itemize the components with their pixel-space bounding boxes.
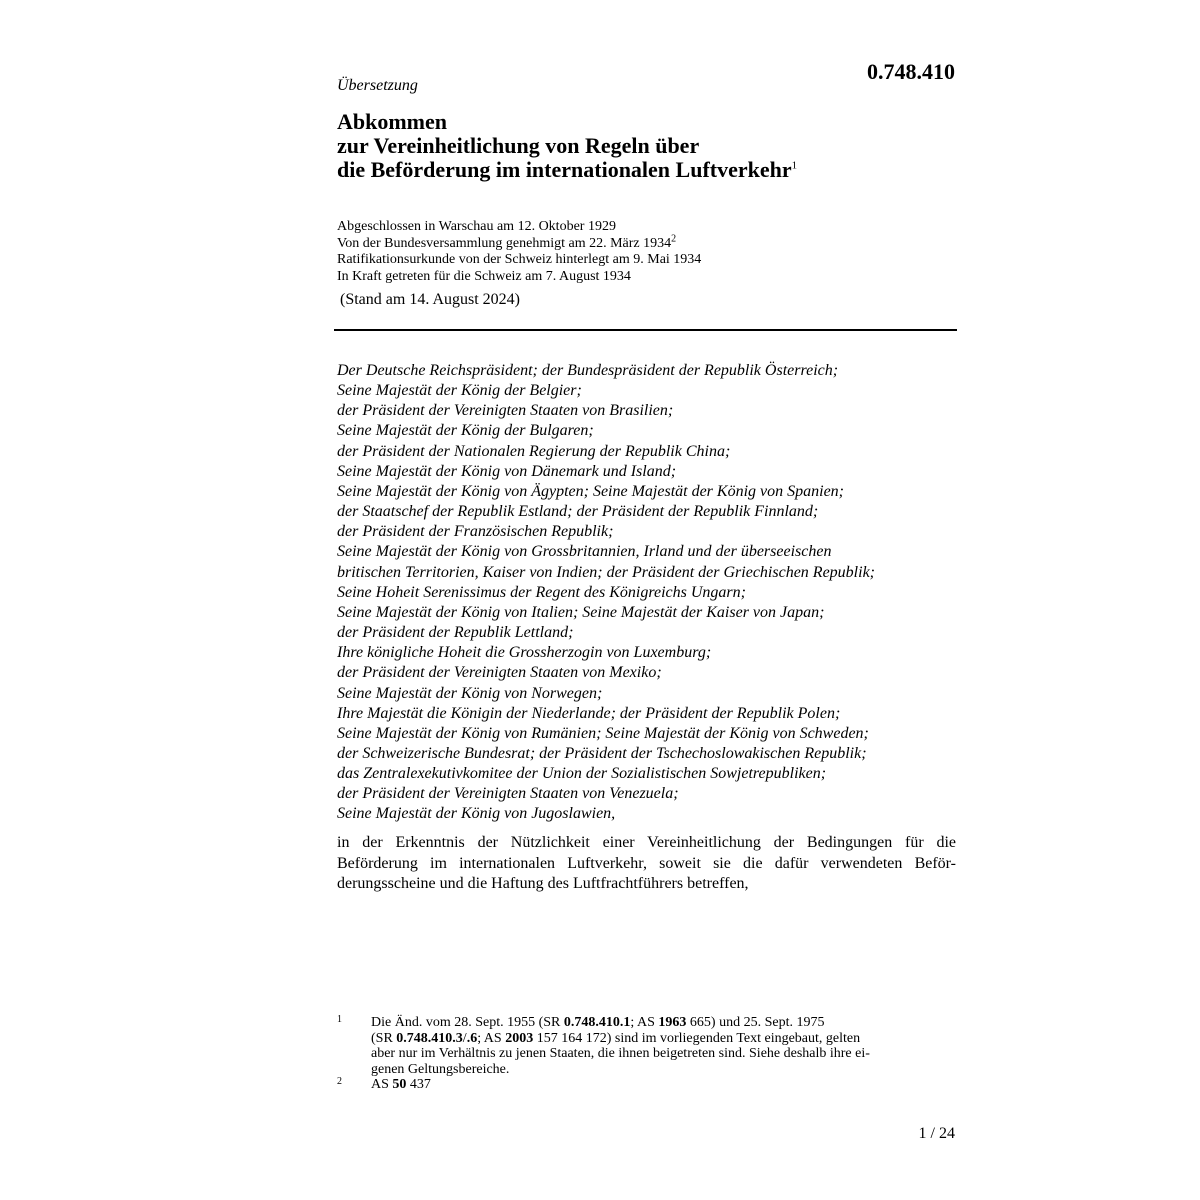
fn1-sr-link[interactable]: 0.748.410.1 <box>563 1015 631 1030</box>
footnote-2-line-1 <box>371 1077 957 1093</box>
approved-line <box>337 232 701 253</box>
party-line: Seine Hoheit Serenissimus der Regent des Königreichs Ungarn; <box>337 583 746 601</box>
footnote-1-line-3: aber nur im Verhältnis zu jenen Staaten, die ihnen beigetreten sind. Siehe deshalb ihre ei- <box>371 1046 870 1061</box>
fn1-text: ; AS <box>477 1030 506 1046</box>
party-line: Ihre königliche Hoheit die Grossherzogin von Luxemburg; <box>337 644 712 662</box>
translation-label: Übersetzung <box>337 77 418 94</box>
party-line: Seine Majestät der König von Ägypten; Seine Majestät der König von Spanien; <box>337 482 844 500</box>
footnote-2 <box>337 1077 957 1093</box>
party-line: Seine Majestät der König von Italien; Seine Majestät der Kaiser von Japan; <box>337 603 825 621</box>
party-line: Ihre Majestät die Königin der Niederlande; der Präsident der Republik Polen; <box>337 704 841 722</box>
fn1-text: ; AS <box>630 1015 659 1030</box>
fn1-as-year[interactable]: 2003 <box>505 1030 534 1046</box>
party-line: der Staatschef der Republik Estland; der Präsident der Republik Finnland; <box>337 503 819 521</box>
party-line: Seine Majestät der König von Grossbritannien, Irland und der überseeischen <box>337 543 832 561</box>
party-line: das Zentralexekutivkomitee der Union der Sozialistischen Sowjetrepubliken; <box>337 765 827 783</box>
fn1-text: 157 164 172) sind im vorliegenden Text eingebaut, gelten <box>533 1030 861 1046</box>
footnote-1-line-1 <box>371 1015 957 1031</box>
party-line: Seine Majestät der König von Norwegen; <box>337 684 603 702</box>
party-line: der Präsident der Vereinigten Staaten von Brasilien; <box>337 402 674 420</box>
fn1-text: (SR <box>371 1030 397 1046</box>
title-line-3-text: die Beförderung im internationalen Luftverkehr <box>337 157 792 182</box>
preamble-line: Beförderung im internationalen Luftverkehr, soweit sie die dafür verwendeten Beför- <box>337 854 956 872</box>
document-title <box>337 110 957 182</box>
party-line: der Schweizerische Bundesrat; der Präsident der Tschechoslowakischen Republik; <box>337 744 867 762</box>
fn2-as-volume[interactable]: 50 <box>392 1077 407 1092</box>
contracting-parties <box>337 361 957 825</box>
fn1-as-year[interactable]: 1963 <box>658 1015 687 1030</box>
party-line: Seine Majestät der König von Jugoslawien, <box>337 805 616 823</box>
fn2-text: AS <box>371 1077 393 1092</box>
party-line: der Präsident der Nationalen Regierung der Republik China; <box>337 442 731 460</box>
preamble <box>337 833 956 895</box>
approved-text: Von der Bundesversammlung genehmigt am 22. März 1934 <box>337 235 672 251</box>
fn1-sr-link[interactable]: 0.748.410.3 <box>396 1030 463 1046</box>
fn1-text: 665) und 25. Sept. 1975 <box>686 1015 825 1030</box>
footnote-2-number: 2 <box>337 1076 342 1087</box>
preamble-line: derungsscheine und die Haftung des Luftfrachtführers betreffen, <box>337 875 749 892</box>
fn1-sr-link[interactable]: .6 <box>466 1030 478 1046</box>
party-line: der Präsident der Vereinigten Staaten von Mexiko; <box>337 664 662 682</box>
page-number: 1 / 24 <box>918 1125 955 1142</box>
party-line: Seine Majestät der König der Bulgaren; <box>337 422 594 440</box>
concluded-line: Abgeschlossen in Warschau am 12. Oktober 1929 <box>337 219 616 234</box>
title-line-3 <box>337 158 957 182</box>
footnote-1-line-2 <box>371 1031 957 1047</box>
status-line: (Stand am 14. August 2024) <box>340 291 520 308</box>
sr-number: 0.748.410 <box>867 59 955 84</box>
footnote-1 <box>337 1015 957 1077</box>
footnote-1-number: 1 <box>337 1014 342 1025</box>
party-line: Seine Majestät der König von Dänemark und Island; <box>337 462 677 480</box>
title-line-2: zur Vereinheitlichung von Regeln über <box>337 133 700 158</box>
footnote-ref-2[interactable]: 2 <box>671 232 677 244</box>
metadata-block <box>337 219 701 285</box>
horizontal-rule <box>334 329 957 331</box>
footnotes <box>337 1015 957 1093</box>
ratification-line: Ratifikationsurkunde von der Schweiz hinterlegt am 9. Mai 1934 <box>337 252 702 267</box>
party-line: der Präsident der Republik Lettland; <box>337 624 574 642</box>
title-line-1: Abkommen <box>337 109 448 134</box>
party-line: Seine Majestät der König von Rumänien; Seine Majestät der König von Schweden; <box>337 724 869 742</box>
fn1-text: Die Änd. vom 28. Sept. 1955 (SR <box>371 1015 564 1030</box>
fn1-text: / <box>462 1030 467 1046</box>
party-line: der Präsident der Vereinigten Staaten von Venezuela; <box>337 785 679 803</box>
fn2-text: 437 <box>406 1077 431 1092</box>
party-line: der Präsident der Französischen Republik; <box>337 523 614 541</box>
preamble-line: in der Erkenntnis der Nützlichkeit einer Vereinheitlichung der Bedingungen für die <box>337 834 956 851</box>
party-line: Seine Majestät der König der Belgier; <box>337 382 582 400</box>
footnote-ref-1[interactable]: 1 <box>791 159 798 172</box>
party-line: Der Deutsche Reichspräsident; der Bundespräsident der Republik Österreich; <box>337 362 839 379</box>
party-line: britischen Territorien, Kaiser von Indien; der Präsident der Griechischen Republik; <box>337 563 875 581</box>
footnote-1-line-4: genen Geltungsbereiche. <box>371 1061 510 1077</box>
in-force-line: In Kraft getreten für die Schweiz am 7. August 1934 <box>337 268 631 284</box>
